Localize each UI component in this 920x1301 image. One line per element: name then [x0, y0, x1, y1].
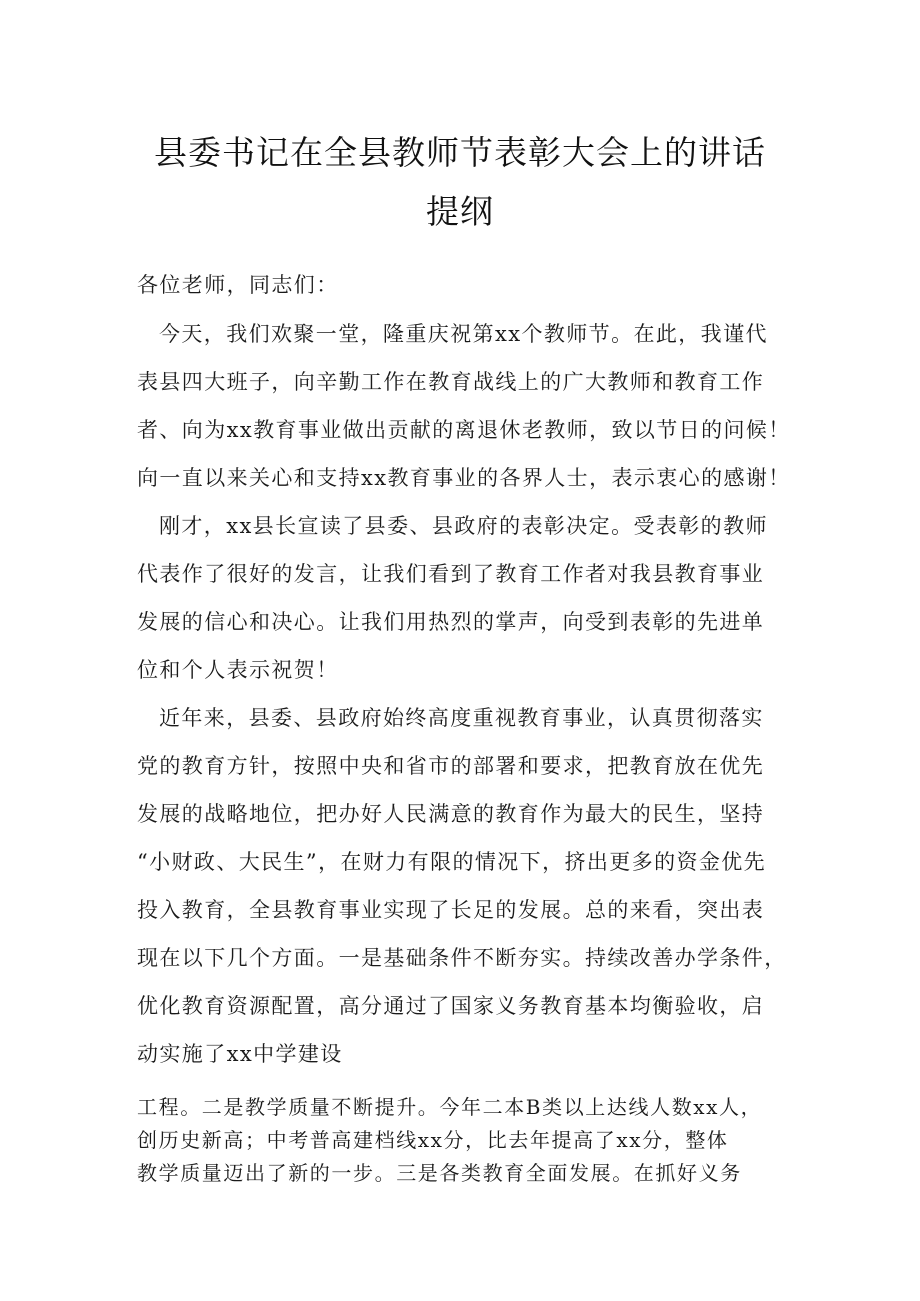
document-title: 县委书记在全县教师节表彰大会上的讲话 [154, 133, 766, 172]
paragraph-line: 刚才，xx县长宣读了县委、县政府的表彰决定。受表彰的教师 [159, 514, 768, 538]
paragraph-line: 表县四大班子，向辛勤工作在教育战线上的广大教师和教育工作 [137, 370, 765, 394]
paragraph-line: 位和个人表示祝贺！ [137, 658, 339, 682]
paragraph-line: 发展的战略地位，把办好人民满意的教育作为最大的民生，坚持 [137, 802, 765, 826]
paragraph-line: 向一直以来关心和支持xx教育事业的各界人士，表示衷心的感谢！ [137, 466, 791, 490]
paragraph-line: 工程。二是教学质量不断提升。今年二本B类以上达线人数xx人， [137, 1095, 763, 1119]
paragraph-line: “小财政、大民生”，在财力有限的情况下，挤出更多的资金优先 [137, 850, 767, 874]
paragraph-line: 动实施了xx中学建设 [137, 1042, 343, 1066]
paragraph-line: 创历史新高；中考普高建档线xx分，比去年提高了xx分，整体 [137, 1128, 729, 1152]
document-title-continued: 提纲 [426, 192, 494, 231]
paragraph-line: 教学质量迈出了新的一步。三是各类教育全面发展。在抓好义务 [137, 1161, 742, 1185]
salutation: 各位老师，同志们： [137, 273, 339, 297]
paragraph-line: 代表作了很好的发言，让我们看到了教育工作者对我县教育事业 [137, 562, 765, 586]
paragraph-line: 近年来，县委、县政府始终高度重视教育事业，认真贯彻落实 [159, 706, 764, 730]
paragraph-line: 优化教育资源配置，高分通过了国家义务教育基本均衡验收，启 [137, 994, 765, 1018]
paragraph-line: 发展的信心和决心。让我们用热烈的掌声，向受到表彰的先进单 [137, 610, 765, 634]
paragraph-line: 现在以下几个方面。一是基础条件不断夯实。持续改善办学条件， [137, 946, 787, 970]
paragraph-line: 者、向为xx教育事业做出贡献的离退休老教师，致以节日的问候！ [137, 418, 791, 442]
paragraph-line: 党的教育方针，按照中央和省市的部署和要求，把教育放在优先 [137, 754, 765, 778]
paragraph-line: 投入教育，全县教育事业实现了长足的发展。总的来看，突出表 [137, 898, 765, 922]
paragraph-line: 今天，我们欢聚一堂，隆重庆祝第xx个教师节。在此，我谨代 [159, 322, 768, 346]
